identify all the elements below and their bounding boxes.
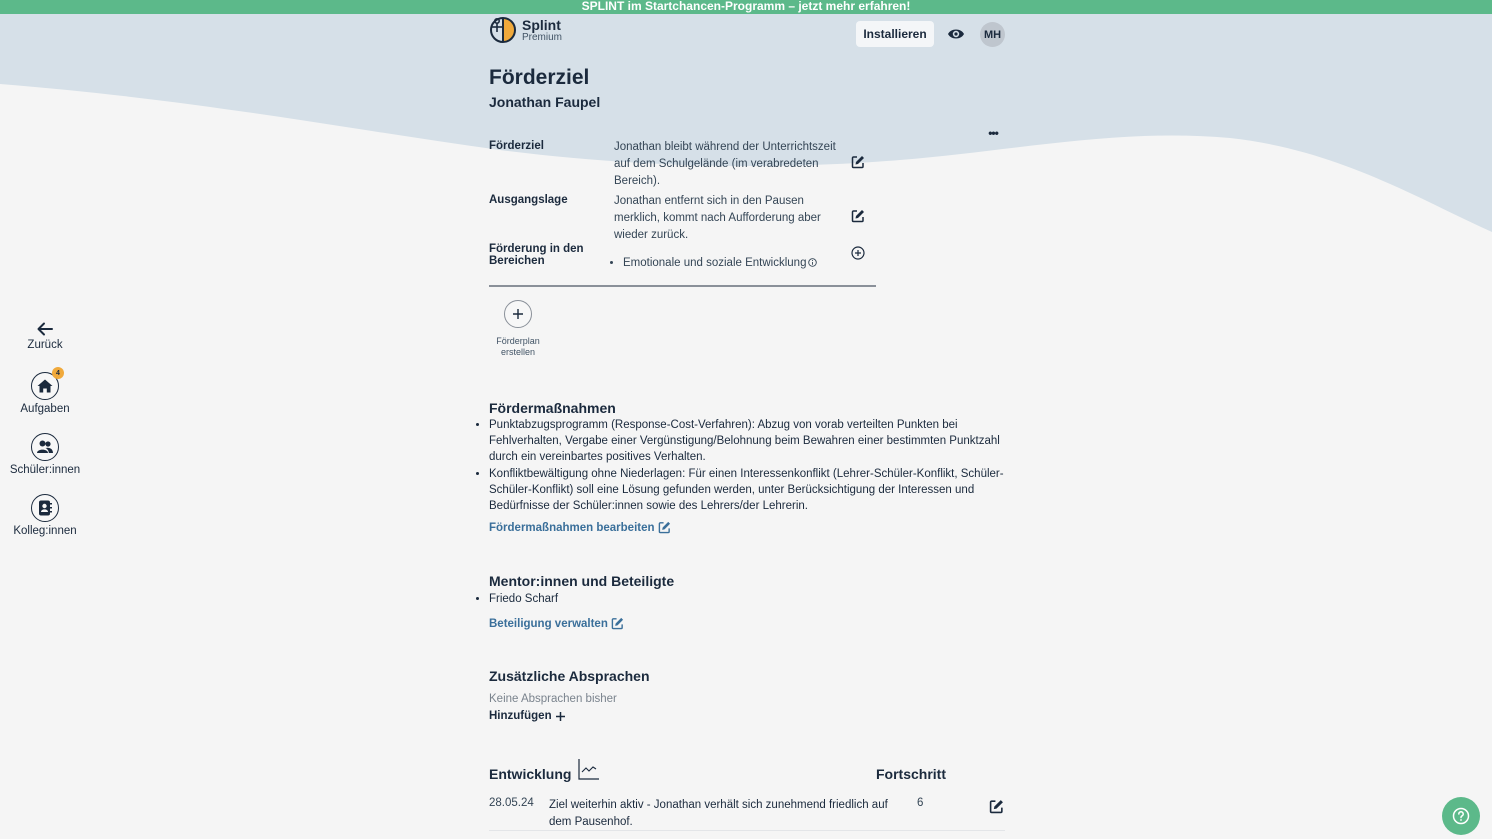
nav-schueler-circle	[31, 433, 59, 461]
nav-back[interactable]	[0, 322, 90, 351]
bereich-item: • Emotionale und soziale Entwicklung	[623, 255, 849, 272]
nav-kollegen-label: Kolleg:innen	[13, 525, 77, 537]
create-plan-label: Förderplan erstellen	[496, 336, 540, 357]
help-icon	[1452, 807, 1470, 825]
section-divider	[489, 285, 876, 287]
manage-participation-link[interactable]: Beteiligung verwalten	[489, 617, 624, 630]
contacts-icon	[38, 500, 52, 516]
massnahmen-title: Fördermaßnahmen	[489, 400, 616, 416]
nav-aufgaben[interactable]	[0, 369, 90, 415]
edit-icon	[658, 521, 671, 534]
field-value: Jonathan entfernt sich in den Pausen merklich, kommt nach Aufforderung aber wieder zurück.	[614, 195, 821, 241]
massnahme-item: • Konfliktbewältigung ohne Niederlagen: Für einen Interessenkonflikt (Lehrer-Schüler-Konflikt, Schüler-Schüler-Konflikt) soll eine Lösung gefunden werden, unter Berücksichtigung der Interessen und Bedürfnisse der Schüler:innen sowie des Lehrers/der Lehrerin.	[489, 466, 1009, 515]
mentoren-title: Mentor:innen und Beteiligte	[489, 573, 675, 589]
massnahmen-list	[489, 417, 1009, 514]
add-circle-icon[interactable]	[851, 246, 865, 260]
mentoren-list	[489, 591, 1009, 607]
info-icon[interactable]	[808, 258, 817, 267]
help-button[interactable]	[1442, 797, 1480, 835]
plus-icon	[555, 711, 566, 722]
page-title: Förderziel	[489, 66, 590, 89]
nav-back-label: Zurück	[27, 339, 63, 351]
bereiche-list	[614, 255, 849, 272]
chart-line-icon[interactable]	[578, 758, 600, 780]
development-date: 28.05.24	[489, 797, 534, 809]
more-options-button[interactable]: •••	[988, 126, 998, 140]
add-absprache-button[interactable]: Hinzufügen	[489, 710, 566, 722]
progress-header: Fortschritt	[876, 766, 946, 782]
home-icon	[37, 379, 53, 393]
nav-schueler[interactable]	[0, 433, 90, 476]
user-avatar[interactable]: MH	[980, 22, 1005, 47]
field-label: Förderziel	[489, 140, 544, 152]
nav-schueler-label: Schüler:innen	[9, 464, 81, 476]
eye-icon[interactable]	[947, 26, 965, 42]
edit-icon[interactable]	[989, 799, 1004, 814]
development-row	[489, 797, 1005, 831]
edit-icon[interactable]	[851, 209, 865, 223]
development-text: Ziel weiterhin aktiv - Jonathan verhält sich zunehmend friedlich auf dem Pausenhof.	[549, 799, 888, 828]
edit-icon	[611, 617, 624, 630]
massnahme-item: • Punktabzugsprogramm (Response-Cost-Verfahren): Abzug von vorab verteilten Punkten bei Fehlverhalten, Vergabe einer Vergünstigung/Belohnung beim Bewahren einer bestimmten Punktzahl durch ein vereinbartes positives Verhalten.	[489, 417, 1009, 466]
mentor-item: • Friedo Scharf	[489, 591, 1009, 607]
edit-massnahmen-link[interactable]: Fördermaßnahmen bearbeiten	[489, 521, 671, 534]
install-button[interactable]: Installieren	[856, 21, 934, 47]
nav-aufgaben-label: Aufgaben	[20, 403, 70, 415]
users-icon	[37, 440, 53, 454]
field-value: Jonathan bleibt während der Unterrichtszeit auf dem Schulgelände (im verabredeten Bereich).	[614, 141, 836, 187]
promo-banner[interactable]: SPLINT im Startchancen-Programm – jetzt mehr erfahren!	[0, 0, 1492, 14]
development-progress: 6	[917, 797, 924, 809]
logo-subtitle: Premium	[522, 31, 563, 43]
field-label: Ausgangslage	[489, 194, 568, 206]
logo-name: Splint	[522, 16, 561, 33]
nav-kollegen[interactable]	[0, 494, 90, 537]
student-name: Jonathan Faupel	[489, 94, 601, 110]
create-plan-button[interactable]	[504, 300, 532, 328]
splint-logo-icon	[489, 16, 517, 44]
tasks-count-badge: 4	[52, 367, 64, 379]
arrow-left-icon	[37, 322, 53, 336]
top-header	[489, 14, 1005, 54]
entwicklung-title: Entwicklung	[489, 766, 572, 782]
nav-kollegen-circle	[31, 494, 59, 522]
splint-logo[interactable]	[489, 16, 562, 44]
edit-icon[interactable]	[851, 155, 865, 169]
absprachen-empty: Keine Absprachen bisher	[489, 693, 617, 705]
nav-aufgaben-circle	[31, 369, 60, 400]
absprachen-title: Zusätzliche Absprachen	[489, 668, 650, 684]
field-label: Förderung in den Bereichen	[489, 243, 584, 267]
plus-icon	[512, 308, 524, 320]
